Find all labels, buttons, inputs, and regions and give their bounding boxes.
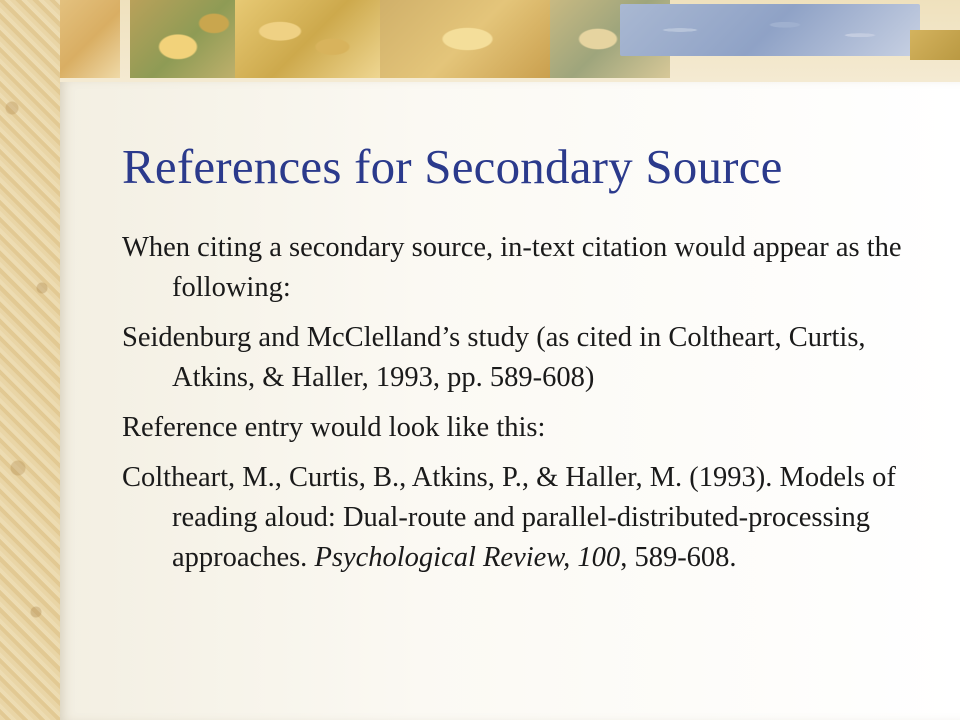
reference-journal: Psychological Review, 100 — [314, 542, 621, 573]
paragraph-reference-entry — [122, 458, 922, 578]
banner-leaf-tile — [910, 30, 960, 60]
paragraph-citation-intro: When citing a secondary source, in-text citation would appear as the following: — [122, 232, 902, 303]
banner-leaf-tile — [130, 0, 250, 78]
reference-authors-title: Coltheart, M., Curtis, B., Atkins, P., & Haller, M. (1993). Models of reading aloud: Dual-route and parallel-distributed-processing approaches. — [122, 462, 896, 573]
paragraph-reference-intro: Reference entry would look like this: — [122, 412, 546, 443]
decorative-left-strip — [0, 0, 60, 720]
slide-body — [122, 228, 922, 588]
banner-leaf-tile — [380, 0, 555, 78]
paragraph-citation-example: Seidenburg and McClelland’s study (as cited in Coltheart, Curtis, Atkins, & Haller, 1993, pp. 589-608) — [122, 322, 866, 393]
banner-blue-tile — [620, 4, 920, 56]
banner-leaf-tile — [60, 0, 120, 78]
banner-leaf-tile — [235, 0, 385, 78]
reference-pages: , 589-608. — [620, 542, 737, 573]
slide-title: References for Secondary Source — [122, 139, 783, 194]
decorative-top-banner — [60, 0, 960, 82]
